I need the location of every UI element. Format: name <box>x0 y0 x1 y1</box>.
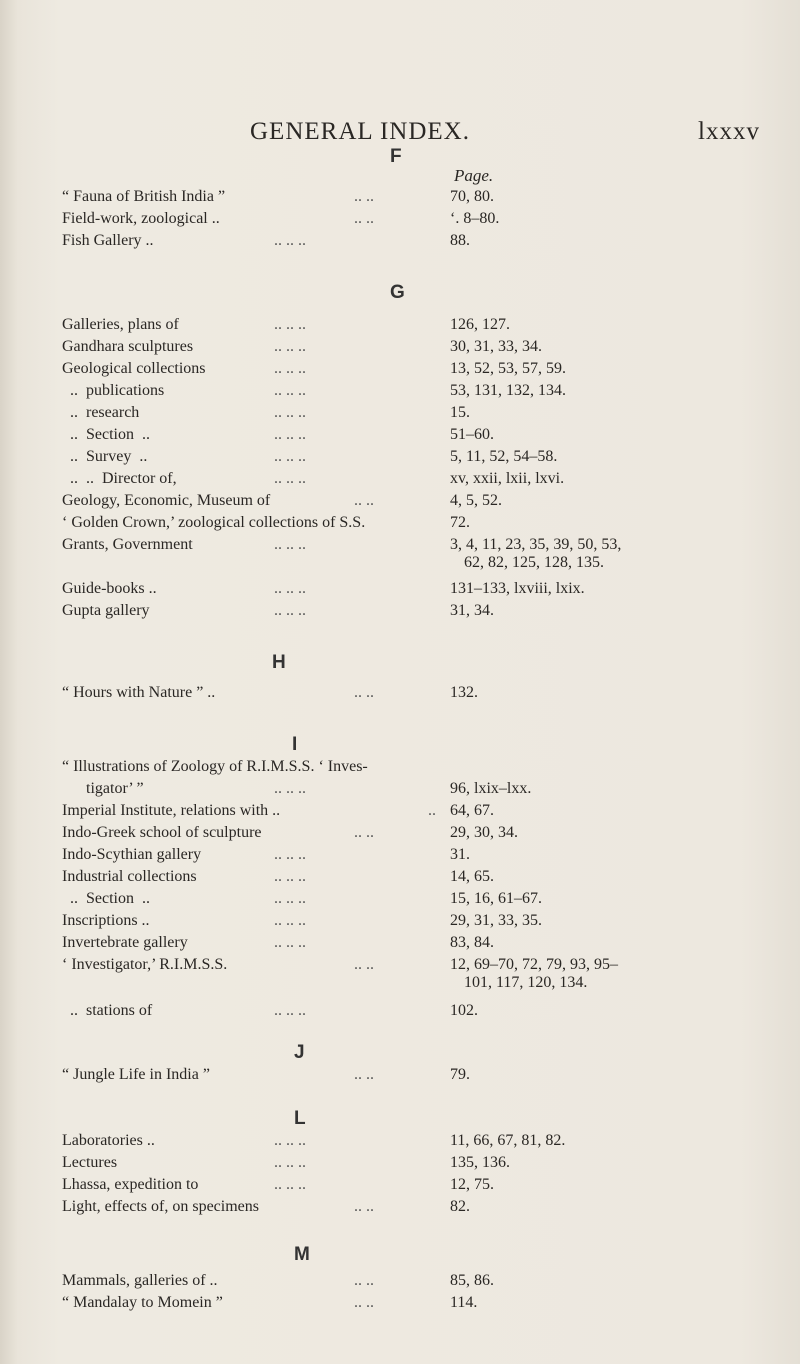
entry-term: Industrial collections <box>62 868 197 885</box>
entry-pages: 102. <box>450 1002 478 1019</box>
index-entry <box>62 602 782 626</box>
index-entry <box>62 232 782 256</box>
page-column-label: Page. <box>454 166 494 185</box>
entry-term: .. Survey .. <box>62 448 148 465</box>
section-letter-h: H <box>272 652 286 673</box>
entry-term: Inscriptions .. <box>62 912 150 929</box>
index-entry <box>62 188 782 212</box>
leader-dots: .. .. .. <box>274 1132 306 1149</box>
index-entry <box>62 1002 782 1026</box>
entry-pages: 13, 52, 53, 57, 59. <box>450 360 566 377</box>
entry-term: Geological collections <box>62 360 206 377</box>
index-entry <box>62 338 782 362</box>
entry-term: .. Section .. <box>62 426 150 443</box>
entry-pages: 31. <box>450 846 470 863</box>
entry-term: “ Hours with Nature ” .. <box>62 684 216 701</box>
entry-term: Invertebrate gallery <box>62 934 188 951</box>
index-entry <box>62 780 782 804</box>
leader-dots: .. .. .. <box>274 934 306 951</box>
leader-dots: .. .. .. <box>274 316 306 333</box>
entry-pages: 12, 75. <box>450 1176 494 1193</box>
entry-pages: 12, 69–70, 72, 79, 93, 95– <box>450 956 618 973</box>
entry-term: Mammals, galleries of .. <box>62 1272 218 1289</box>
entry-pages: 85, 86. <box>450 1272 494 1289</box>
index-entry <box>62 758 782 782</box>
entry-term: .. stations of <box>62 1002 153 1019</box>
section-letter-g: G <box>390 282 405 303</box>
leader-dots: .. .. .. <box>274 338 306 355</box>
leader-dots: .. .. .. <box>274 602 306 619</box>
leader-dots: .. .. .. <box>274 912 306 929</box>
entry-term: Imperial Institute, relations with .. <box>62 802 281 819</box>
leader-dots: .. .. .. <box>274 404 306 421</box>
leader-dots: .. .. <box>354 188 374 205</box>
index-entry <box>62 1154 782 1178</box>
index-entry <box>62 802 782 826</box>
running-head: GENERAL INDEX. <box>250 118 470 145</box>
leader-dots: .. .. .. <box>274 580 306 597</box>
entry-pages: 126, 127. <box>450 316 510 333</box>
entry-pages: 31, 34. <box>450 602 494 619</box>
entry-term: Galleries, plans of <box>62 316 179 333</box>
entry-term: .. .. Director of, <box>62 470 177 487</box>
entry-term: Guide-books .. <box>62 580 157 597</box>
entry-term: Gupta gallery <box>62 602 150 619</box>
section-letter-j: J <box>294 1042 305 1063</box>
entry-pages: 4, 5, 52. <box>450 492 502 509</box>
entry-term: Indo-Greek school of sculpture <box>62 824 262 841</box>
leader-dots: .. .. <box>354 492 374 509</box>
leader-dots: .. .. .. <box>274 232 306 249</box>
entry-term: tigator’ ” <box>62 780 144 797</box>
leader-dots: .. .. <box>354 210 374 227</box>
leader-dots: .. .. .. <box>274 426 306 443</box>
index-entry <box>62 1066 782 1090</box>
index-entry <box>62 868 782 892</box>
leader-dots: .. .. <box>354 824 374 841</box>
leader-dots: .. .. <box>354 1066 374 1083</box>
entry-pages: 14, 65. <box>450 868 494 885</box>
index-entry <box>62 890 782 914</box>
entry-term: Lectures <box>62 1154 118 1171</box>
leader-dots: .. .. <box>354 1294 374 1311</box>
index-entry <box>62 382 782 406</box>
entry-term: .. publications <box>62 382 165 399</box>
leader-dots: .. .. .. <box>274 470 306 487</box>
index-entry <box>62 846 782 870</box>
entry-pages: 11, 66, 67, 81, 82. <box>450 1132 566 1149</box>
entry-term: Geology, Economic, Museum of <box>62 492 271 509</box>
entry-pages: 5, 11, 52, 54–58. <box>450 448 558 465</box>
leader-dots: .. .. .. <box>274 780 306 797</box>
entry-pages: 64, 67. <box>450 802 494 819</box>
index-entry <box>62 470 782 494</box>
index-entry <box>62 404 782 428</box>
index-entry <box>62 934 782 958</box>
index-entry <box>62 1176 782 1200</box>
entry-term: “ Illustrations of Zoology of R.I.M.S.S. ‘ Inves- <box>62 758 368 775</box>
leader-dots: .. .. .. <box>274 360 306 377</box>
entry-pages: 3, 4, 11, 23, 35, 39, 50, 53, <box>450 536 622 553</box>
entry-term: .. research <box>62 404 140 421</box>
index-entry <box>62 1132 782 1156</box>
index-entry <box>62 956 782 998</box>
entry-pages: 132. <box>450 684 478 701</box>
entry-term: Laboratories .. <box>62 1132 155 1149</box>
entry-pages: 83, 84. <box>450 934 494 951</box>
index-entry <box>62 1294 782 1318</box>
leader-dots: .. .. <box>354 956 374 973</box>
index-entry <box>62 1198 782 1222</box>
section-letter-m: M <box>294 1244 310 1265</box>
entry-pages: ‘. 8–80. <box>450 210 500 227</box>
entry-term: “ Fauna of British India ” <box>62 188 226 205</box>
leader-dots: .. .. .. <box>274 1176 306 1193</box>
index-entry <box>62 426 782 450</box>
entry-pages: 114. <box>450 1294 478 1311</box>
entry-pages: 82. <box>450 1198 470 1215</box>
index-entry <box>62 1272 782 1296</box>
entry-term: “ Mandalay to Momein ” <box>62 1294 223 1311</box>
index-entry <box>62 448 782 472</box>
index-entry <box>62 684 782 708</box>
entry-pages-continued: 101, 117, 120, 134. <box>464 974 588 991</box>
entry-pages: 15, 16, 61–67. <box>450 890 542 907</box>
section-letter-f: F <box>390 146 402 167</box>
entry-pages: 70, 80. <box>450 188 494 205</box>
index-entry <box>62 536 782 578</box>
entry-pages: 79. <box>450 1066 470 1083</box>
section-letter-l: L <box>294 1108 306 1129</box>
entry-term: Light, effects of, on specimens <box>62 1198 259 1215</box>
entry-term: .. Section .. <box>62 890 150 907</box>
entry-term: Field-work, zoological .. <box>62 210 220 227</box>
entry-term: “ Jungle Life in India ” <box>62 1066 210 1083</box>
entry-term: ‘ Investigator,’ R.I.M.S.S. <box>62 956 228 973</box>
entry-pages: 88. <box>450 232 470 249</box>
page-number: lxxxv <box>698 118 760 145</box>
leader-dots: .. .. .. <box>274 536 306 553</box>
leader-dots: .. .. <box>354 684 374 701</box>
leader-dots: .. .. .. <box>274 1154 306 1171</box>
index-entry <box>62 514 782 538</box>
entry-pages: 29, 31, 33, 35. <box>450 912 542 929</box>
index-entry <box>62 580 782 604</box>
entry-term: Grants, Government <box>62 536 193 553</box>
leader-dots: .. .. .. <box>274 846 306 863</box>
entry-pages: 135, 136. <box>450 1154 510 1171</box>
entry-term: Indo-Scythian gallery <box>62 846 202 863</box>
entry-term: Lhassa, expedition to <box>62 1176 199 1193</box>
section-letter-i: I <box>292 734 298 755</box>
entry-pages: 131–133, lxviii, lxix. <box>450 580 585 597</box>
entry-term: ‘ Golden Crown,’ zoological collections of S.S. <box>62 514 366 531</box>
leader-dots: .. .. <box>354 1272 374 1289</box>
index-entry <box>62 360 782 384</box>
entry-pages: 29, 30, 34. <box>450 824 518 841</box>
entry-term: Fish Gallery .. <box>62 232 154 249</box>
leader-dots: .. .. .. <box>274 890 306 907</box>
entry-pages: 30, 31, 33, 34. <box>450 338 542 355</box>
leader-dots: .. .. .. <box>274 868 306 885</box>
entry-pages: 53, 131, 132, 134. <box>450 382 566 399</box>
entry-pages: 96, lxix–lxx. <box>450 780 532 797</box>
index-entry <box>62 316 782 340</box>
leader-dots: .. <box>428 802 436 819</box>
index-entry <box>62 824 782 848</box>
leader-dots: .. .. .. <box>274 448 306 465</box>
entry-pages: 72. <box>450 514 470 531</box>
entry-pages: 15. <box>450 404 470 421</box>
index-entry <box>62 210 782 234</box>
index-entry <box>62 912 782 936</box>
entry-pages: xv, xxii, lxii, lxvi. <box>450 470 565 487</box>
leader-dots: .. .. <box>354 1198 374 1215</box>
index-entry <box>62 492 782 516</box>
entry-pages-continued: 62, 82, 125, 128, 135. <box>464 554 604 571</box>
entry-term: Gandhara sculptures <box>62 338 194 355</box>
entry-pages: 51–60. <box>450 426 494 443</box>
leader-dots: .. .. .. <box>274 1002 306 1019</box>
leader-dots: .. .. .. <box>274 382 306 399</box>
